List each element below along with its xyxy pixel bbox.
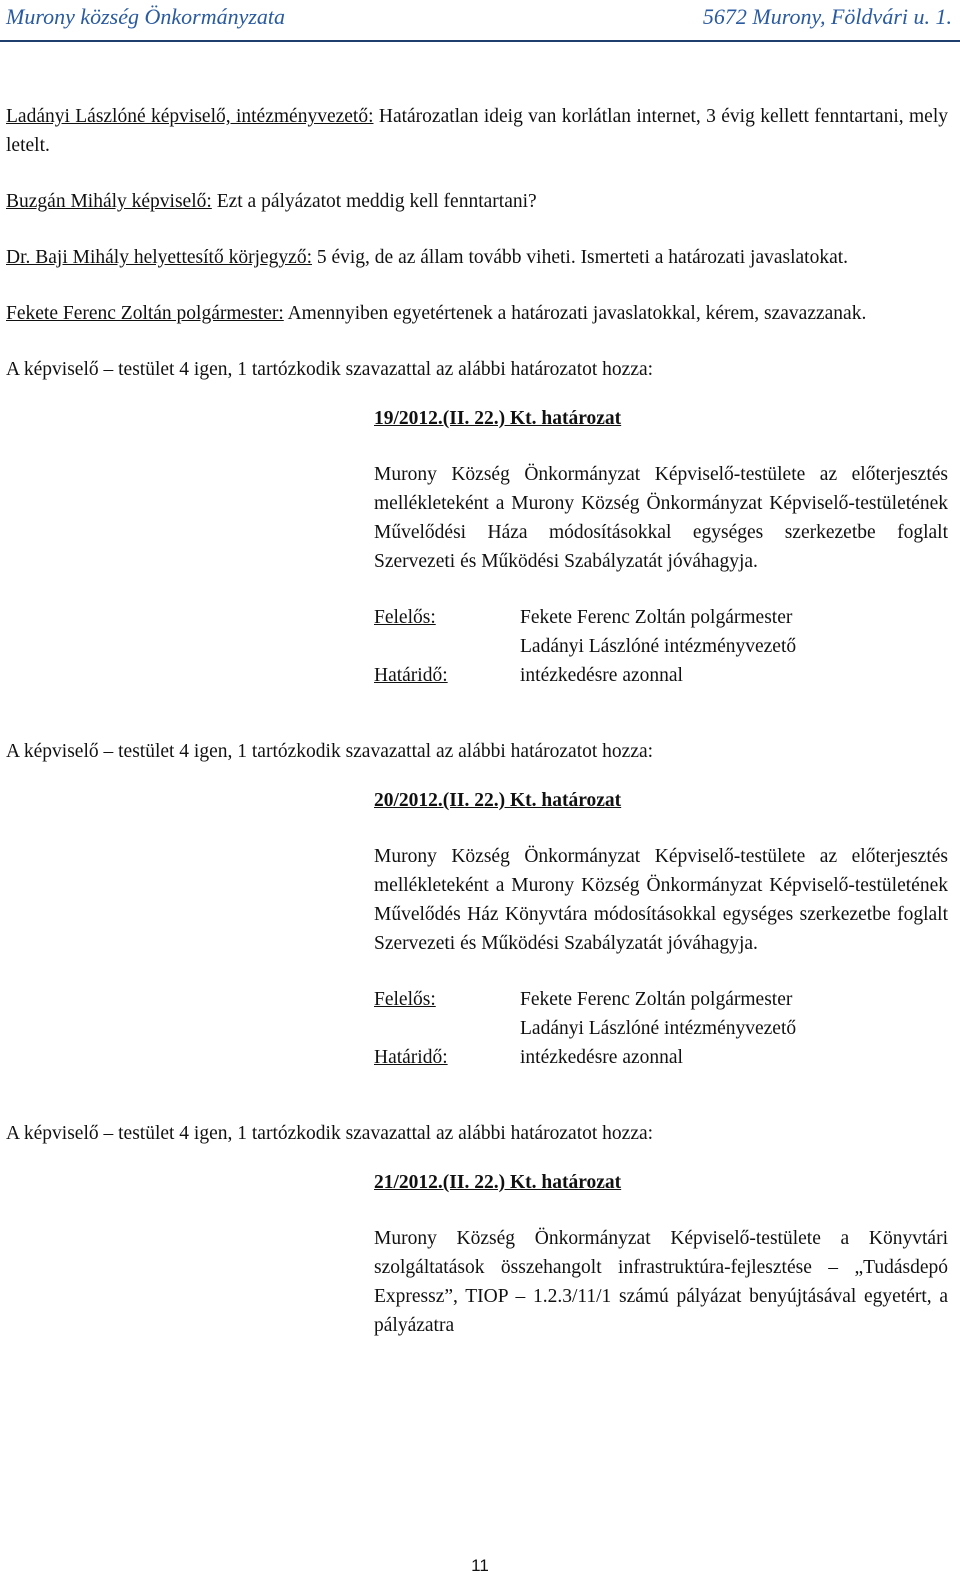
speaker-name: Dr. Baji Mihály helyettesítő körjegyző: — [6, 247, 312, 268]
vote-statement: A képviselő – testület 4 igen, 1 tartózkodik szavazattal az alábbi határozatot hozza: — [6, 1123, 654, 1144]
deadline-label: Határidő: — [374, 665, 448, 686]
responsible-person: Ladányi Lászlóné intézményvezető — [520, 636, 797, 657]
deadline-value: intézkedésre azonnal — [520, 1047, 683, 1068]
page-header — [0, 0, 960, 42]
speaker-name: Buzgán Mihály képviselő: — [6, 191, 212, 212]
speaker-name: Fekete Ferenc Zoltán polgármester: — [6, 303, 284, 324]
minutes-paragraph — [6, 102, 948, 160]
document-body — [6, 102, 948, 1367]
resolution-block — [374, 1168, 948, 1340]
resolution-text: Murony Község Önkormányzat Képviselő-testülete az előterjesztés mellékleteként a Murony Község Önkormányzat Képviselő-testületének Művelődés Ház Könyvtára módosításokkal egységes szerkezetbe foglalt Szervezeti és Működési Szabályzatát jóváhagyja. — [374, 846, 948, 954]
speech-text: Amennyiben egyetértenek a határozati javaslatokkal, kérem, szavazzanak. — [283, 303, 867, 324]
resolution-block — [374, 404, 948, 690]
resolution-title: 19/2012.(II. 22.) Kt. határozat — [374, 408, 622, 429]
minutes-paragraph — [6, 243, 948, 272]
deadline-value: intézkedésre azonnal — [520, 665, 683, 686]
vote-statement: A képviselő – testület 4 igen, 1 tartózkodik szavazattal az alábbi határozatot hozza: — [6, 359, 654, 380]
speech-text: Határozatlan ideig van korlátlan internet, 3 évig kellett fenntartani, mely letelt. — [6, 106, 948, 156]
responsible-label: Felelős: — [374, 607, 436, 628]
responsible-label: Felelős: — [374, 989, 436, 1010]
minutes-paragraph — [6, 187, 948, 216]
speaker-name: Ladányi Lászlóné képviselő, intézményvezető: — [6, 106, 374, 127]
responsible-person: Ladányi Lászlóné intézményvezető — [520, 1018, 797, 1039]
resolution-responsibility — [374, 603, 948, 690]
header-municipality: Murony község Önkormányzata — [6, 4, 286, 29]
vote-statement: A képviselő – testület 4 igen, 1 tartózkodik szavazattal az alábbi határozatot hozza: — [6, 741, 654, 762]
page-number: 11 — [471, 1556, 489, 1575]
responsible-person: Fekete Ferenc Zoltán polgármester — [520, 607, 793, 628]
minutes-paragraph — [6, 299, 948, 328]
speech-text: 5 évig, de az állam tovább viheti. Ismerteti a határozati javaslatokat. — [311, 247, 849, 268]
resolution-title: 21/2012.(II. 22.) Kt. határozat — [374, 1172, 622, 1193]
resolution-block — [374, 786, 948, 1072]
deadline-label: Határidő: — [374, 1047, 448, 1068]
resolution-responsibility — [374, 985, 948, 1072]
resolution-title: 20/2012.(II. 22.) Kt. határozat — [374, 790, 622, 811]
responsible-person: Fekete Ferenc Zoltán polgármester — [520, 989, 793, 1010]
header-address: 5672 Murony, Földvári u. 1. — [702, 4, 952, 29]
resolution-text: Murony Község Önkormányzat Képviselő-testülete a Könyvtári szolgáltatások összehangolt infrastruktúra-fejlesztése – „Tudásdepó Expressz”, TIOP – 1.2.3/11/1 számú pályázat benyújtásával egyetért, a pályázatra — [374, 1228, 948, 1336]
resolution-text: Murony Község Önkormányzat Képviselő-testülete az előterjesztés mellékleteként a Murony Község Önkormányzat Képviselő-testületének Művelődési Háza módosításokkal egységes szerkezetbe foglalt Szervezeti és Működési Szabályzatát jóváhagyja. — [374, 464, 948, 572]
speech-text: Ezt a pályázatot meddig kell fenntartani? — [211, 191, 537, 212]
